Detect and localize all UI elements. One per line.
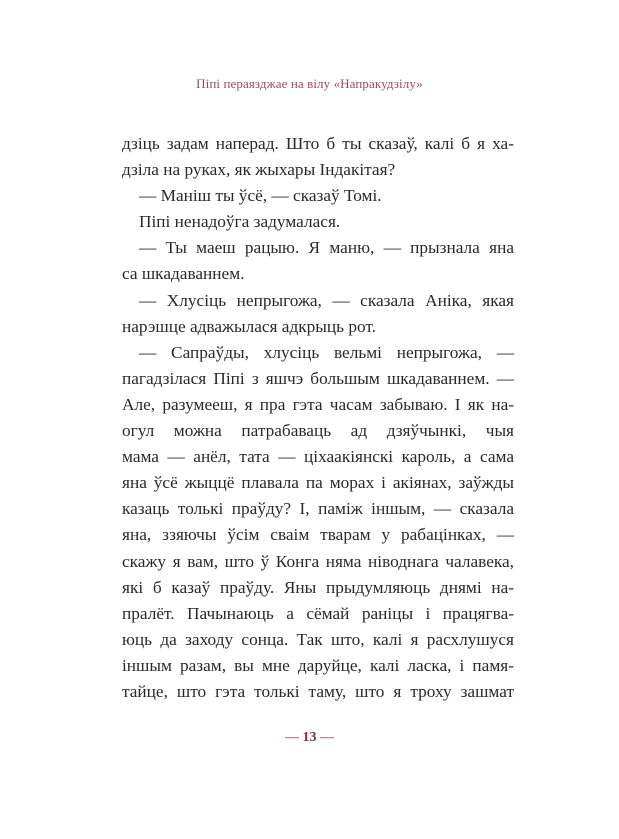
text-line: пралёт. Пачынаюць а сёмай раніцы і працягва- — [122, 603, 514, 623]
text-line: нарэшце адважылася адкрыць рот. — [122, 316, 376, 336]
text-line: мама — анёл, тата — ціхаакіянскі кароль, а сама — [122, 447, 514, 467]
text-line: пагадзілася Піпі з яшчэ большым шкадаваннем. — — [122, 368, 514, 388]
text-line: огул можна патрабаваць ад дзяўчынкі, чыя — [122, 421, 514, 441]
folio-dash-left: — — [285, 730, 299, 745]
text-line: Але, разумееш, я пра гэта часам забываю. І як на- — [122, 394, 514, 414]
text-line: юць да заходу сонца. Так што, калі я расхлушуся — [122, 629, 514, 649]
text-line: казаць толькі праўду? І, паміж іншым, — сказала — [122, 499, 514, 519]
text-line: тайце, што гэта толькі таму, што я троху зашмат — [122, 681, 514, 701]
text-line: — Хлусіць непрыгожа, — сказала Аніка, якая — [139, 290, 514, 310]
text-line: яна, ззяючы ўсім сваім тварам у рабацінках, — — [122, 525, 514, 545]
folio-dash-right: — — [320, 730, 334, 745]
text-line: — Маніш ты ўсё, — сказаў Томі. — [139, 186, 382, 206]
text-line: дзіць задам наперад. Што б ты сказаў, калі б я ха- — [122, 134, 514, 153]
text-line: — Ты маеш рацыю. Я маню, — прызнала яна — [139, 238, 514, 258]
text-line: дзіла на руках, як жыхары Індакітая? — [122, 160, 396, 180]
text-line: — Сапраўды, хлусіць вельмі непрыгожа, — — [139, 342, 514, 362]
text-line: Піпі ненадоўга задумалася. — [139, 212, 341, 232]
folio-number: 13 — [302, 730, 317, 745]
page-number — [0, 730, 619, 746]
text-line: са шкадаваннем. — [122, 264, 245, 284]
body-text — [122, 131, 514, 705]
text-line: скажу я вам, што ў Конга няма ніводнага чалавека, — [122, 551, 514, 571]
text-line: іншым разам, вы мне даруйце, калі ласка, і памя- — [122, 655, 514, 675]
text-line: яна ўсё жыццё плавала па морах і акіянах, заўжды — [122, 473, 514, 493]
text-line: які б казаў праўду. Яны прыдумляюць днямі на- — [122, 577, 514, 597]
running-head: Піпі пераязджае на вілу «Напракудзілу» — [196, 76, 423, 91]
